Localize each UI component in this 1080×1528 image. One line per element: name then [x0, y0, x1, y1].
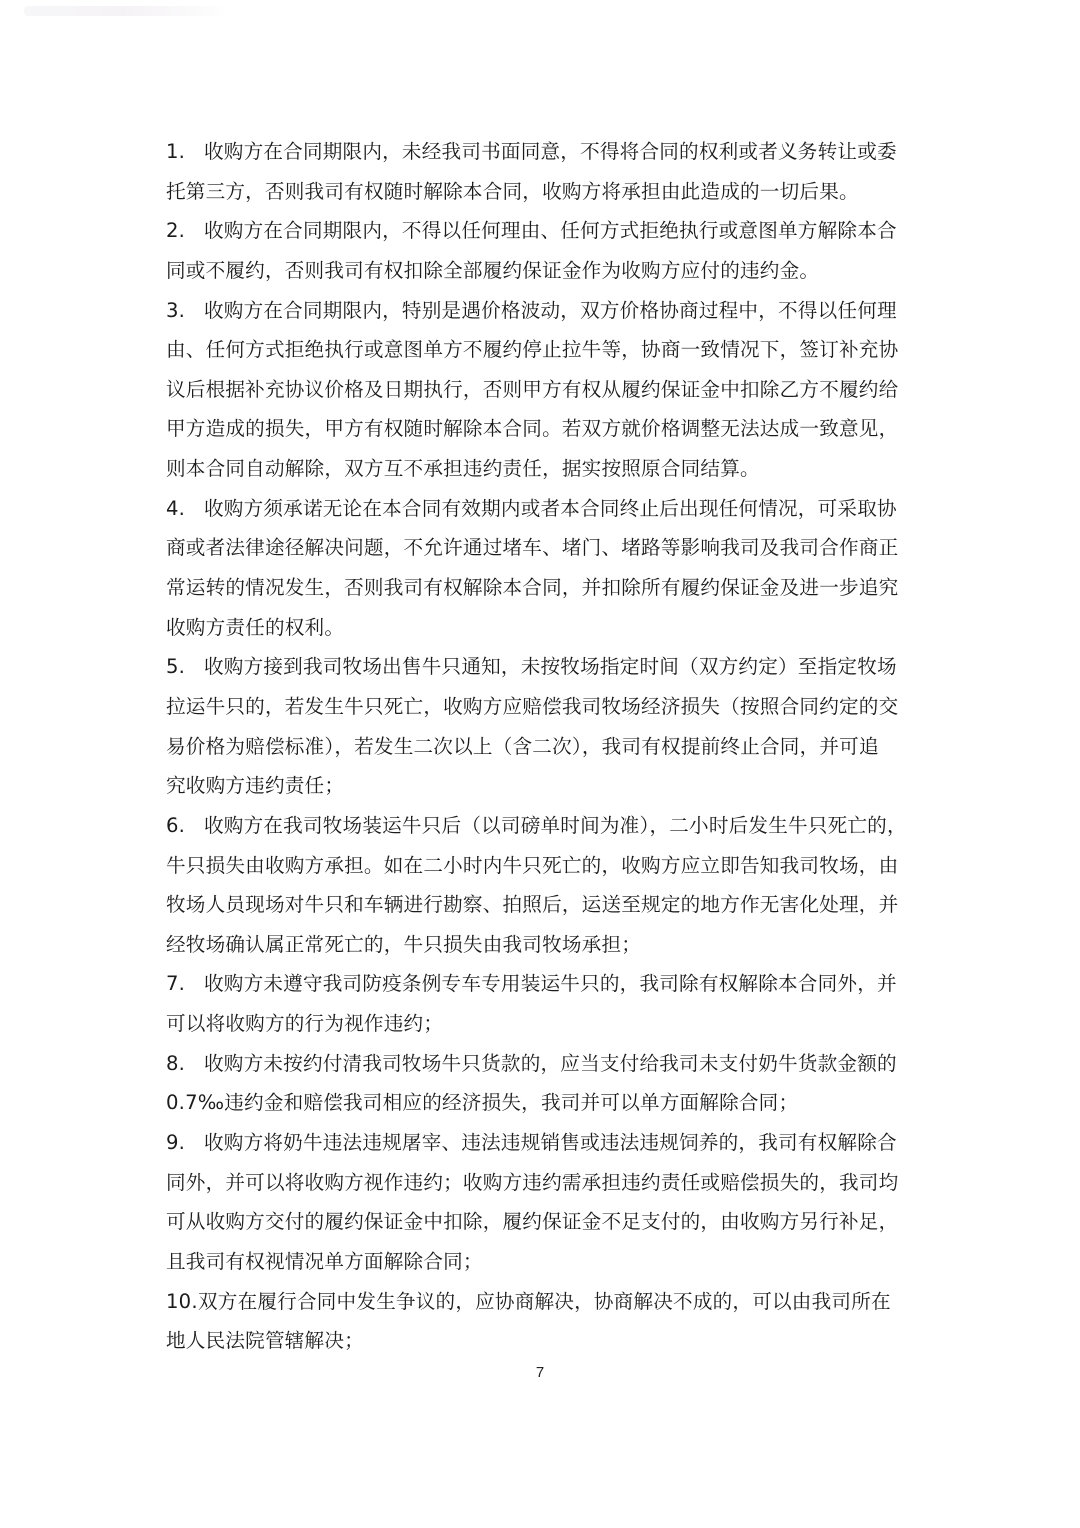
clause-line	[166, 291, 926, 331]
clause-line: 可从收购方交付的履约保证金中扣除，履约保证金不足支付的，由收购方另行补足，	[166, 1210, 899, 1234]
clause-2	[166, 211, 926, 290]
clause-3	[166, 291, 926, 489]
clause-7	[166, 964, 926, 1043]
clause-text: 收购方在合同期限内，不得以任何理由、任何方式拒绝执行或意图单方解除本合	[204, 219, 897, 243]
clause-line	[166, 1044, 926, 1084]
clause-line	[166, 1123, 926, 1163]
clause-line: 由、任何方式拒绝执行或意图单方不履约停止拉牛等，协商一致情况下，签订补充协	[166, 338, 899, 362]
clause-line: 0.7‰违约金和赔偿我司相应的经济损失，我司并可以单方面解除合同；	[166, 1091, 799, 1115]
clause-10	[166, 1282, 926, 1361]
clause-8	[166, 1044, 926, 1123]
clause-number: 2.	[166, 219, 186, 243]
clause-text: 收购方在合同期限内，未经我司书面同意，不得将合同的权利或者义务转让或委	[204, 140, 897, 163]
contract-page-body	[166, 132, 926, 1361]
clause-line: 牛只损失由收购方承担。如在二小时内牛只死亡的，收购方应立即告知我司牧场，由	[166, 853, 899, 877]
clause-text: 收购方在合同期限内，特别是遇价格波动，双方价格协商过程中，不得以任何理	[204, 298, 897, 322]
clause-line: 商或者法律途径解决问题，不允许通过堵车、堵门、堵路等影响我司及我司合作商正	[166, 536, 899, 560]
clause-line: 同外，并可以将收购方视作违约；收购方违约需承担违约责任或赔偿损失的，我司均	[166, 1170, 899, 1194]
clause-number: 7.	[166, 972, 186, 996]
clause-line	[166, 132, 926, 172]
clause-text: 收购方须承诺无论在本合同有效期内或者本合同终止后出现任何情况，可采取协	[204, 496, 897, 520]
clause-number: 5.	[166, 655, 186, 679]
clause-line: 托第三方，否则我司有权随时解除本合同，收购方将承担由此造成的一切后果。	[166, 179, 859, 203]
clause-text: 双方在履行合同中发生争议的，应协商解决，协商解决不成的，可以由我司所在	[198, 1289, 891, 1313]
clause-line	[166, 964, 926, 1004]
clause-line	[166, 1282, 926, 1322]
clause-number: 3.	[166, 298, 186, 322]
clause-text: 收购方未按约付清我司牧场牛只货款的，应当支付给我司未支付奶牛货款金额的	[204, 1051, 897, 1075]
clause-line: 则本合同自动解除，双方互不承担违约责任，据实按照原合同结算。	[166, 457, 760, 481]
clause-line: 甲方造成的损失，甲方有权随时解除本合同。若双方就价格调整无法达成一致意见，	[166, 417, 899, 441]
clause-line: 究收购方违约责任；	[166, 774, 345, 798]
clause-number: 4.	[166, 496, 186, 520]
clause-line	[166, 806, 926, 846]
clause-number: 10.	[166, 1289, 198, 1313]
clause-line: 易价格为赔偿标准），若发生二次以上（含二次），我司有权提前终止合同，并可追	[166, 734, 879, 758]
clause-9	[166, 1123, 926, 1282]
clause-line: 可以将收购方的行为视作违约；	[166, 1012, 444, 1036]
clause-line: 拉运牛只的，若发生牛只死亡，收购方应赔偿我司牧场经济损失（按照合同约定的交	[166, 694, 899, 718]
clause-line: 常运转的情况发生，否则我司有权解除本合同，并扣除所有履约保证金及进一步追究	[166, 576, 899, 600]
clause-number: 6.	[166, 813, 186, 837]
clause-line	[166, 647, 926, 687]
clause-text: 收购方未遵守我司防疫条例专车专用装运牛只的，我司除有权解除本合同外，并	[204, 972, 897, 996]
clause-number: 9.	[166, 1131, 186, 1155]
clause-line: 同或不履约，否则我司有权扣除全部履约保证金作为收购方应付的违约金。	[166, 258, 820, 282]
clause-line: 议后根据补充协议价格及日期执行，否则甲方有权从履约保证金中扣除乙方不履约给	[166, 377, 899, 401]
scan-artifact	[24, 6, 224, 16]
clause-number: 1.	[166, 140, 186, 163]
clause-number: 8.	[166, 1051, 186, 1075]
clause-text: 收购方将奶牛违法违规屠宰、违法违规销售或违法违规饲养的，我司有权解除合	[204, 1131, 897, 1155]
clause-text: 收购方在我司牧场装运牛只后（以司磅单时间为准），二小时后发生牛只死亡的，	[204, 813, 907, 837]
clause-line: 地人民法院管辖解决；	[166, 1329, 364, 1353]
clause-4	[166, 489, 926, 648]
page-number: 7	[535, 1364, 545, 1381]
clause-text: 收购方接到我司牧场出售牛只通知，未按牧场指定时间（双方约定）至指定牧场	[204, 655, 897, 679]
clause-line	[166, 489, 926, 529]
clause-line	[166, 211, 926, 251]
clause-1	[166, 132, 926, 211]
clause-6	[166, 806, 926, 965]
clause-line: 且我司有权视情况单方面解除合同；	[166, 1249, 483, 1273]
clause-line: 收购方责任的权利。	[166, 615, 345, 639]
clause-line: 经牧场确认属正常死亡的，牛只损失由我司牧场承担；	[166, 932, 642, 956]
clause-line: 牧场人员现场对牛只和车辆进行勘察、拍照后，运送至规定的地方作无害化处理，并	[166, 893, 899, 917]
clause-5	[166, 647, 926, 806]
